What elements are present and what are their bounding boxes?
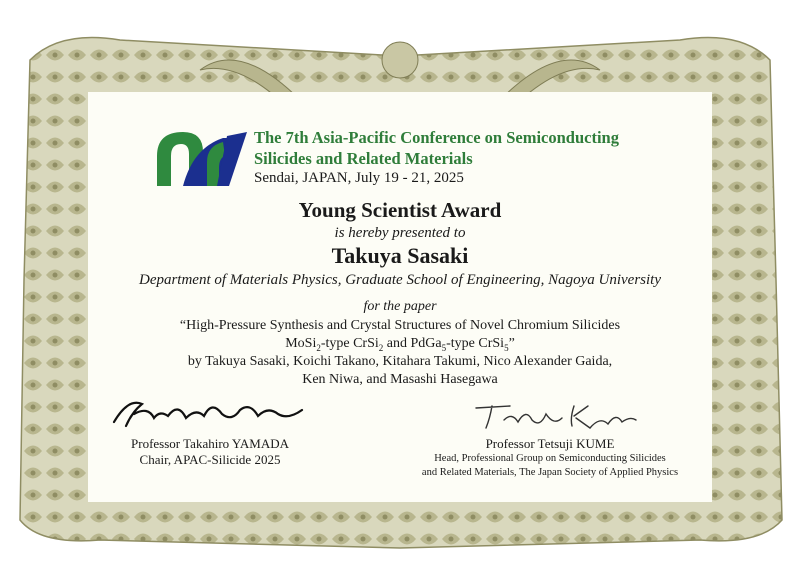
award-title: Young Scientist Award [298, 198, 502, 222]
conference-title-line2: Silicides and Related Materials [254, 149, 473, 168]
signature-left [108, 392, 308, 432]
signatory-left-name: Professor Takahiro YAMADA [131, 436, 289, 451]
signature-right [470, 398, 640, 432]
signatory-right-role-line1: Head, Professional Group on Semiconducting Silicides [434, 453, 666, 464]
for-the-paper-text: for the paper [363, 299, 437, 314]
conference-title-line1: The 7th Asia-Pacific Conference on Semiconducting [254, 128, 619, 147]
signatory-left-role: Chair, APAC-Silicide 2025 [139, 452, 281, 467]
recipient-name: Takuya Sasaki [331, 243, 469, 268]
recipient-department: Department of Materials Physics, Graduate School of Engineering, Nagoya University [138, 272, 661, 288]
conference-location-date: Sendai, JAPAN, July 19 - 21, 2025 [254, 170, 464, 186]
conference-logo-icon [153, 128, 251, 188]
signatory-right-role-line2: and Related Materials, The Japan Society of Applied Physics [421, 467, 679, 478]
paper-authors-line1: by Takuya Sasaki, Koichi Takano, Kitahara Takumi, Nico Alexander Gaida, [187, 354, 613, 369]
signatory-right-name: Professor Tetsuji KUME [485, 436, 615, 451]
paper-authors-line2: Ken Niwa, and Masashi Hasegawa [302, 372, 498, 387]
paper-title: “High-Pressure Synthesis and Crystal Structures of Novel Chromium Silicides [179, 318, 621, 333]
conference-title [254, 127, 694, 169]
presented-to-text: is hereby presented to [334, 225, 466, 241]
paper-title-formula: MoSi$_2$-type CrSi$_2$ and PdGa$_5$-type CrSi$_5$” [285, 336, 515, 353]
